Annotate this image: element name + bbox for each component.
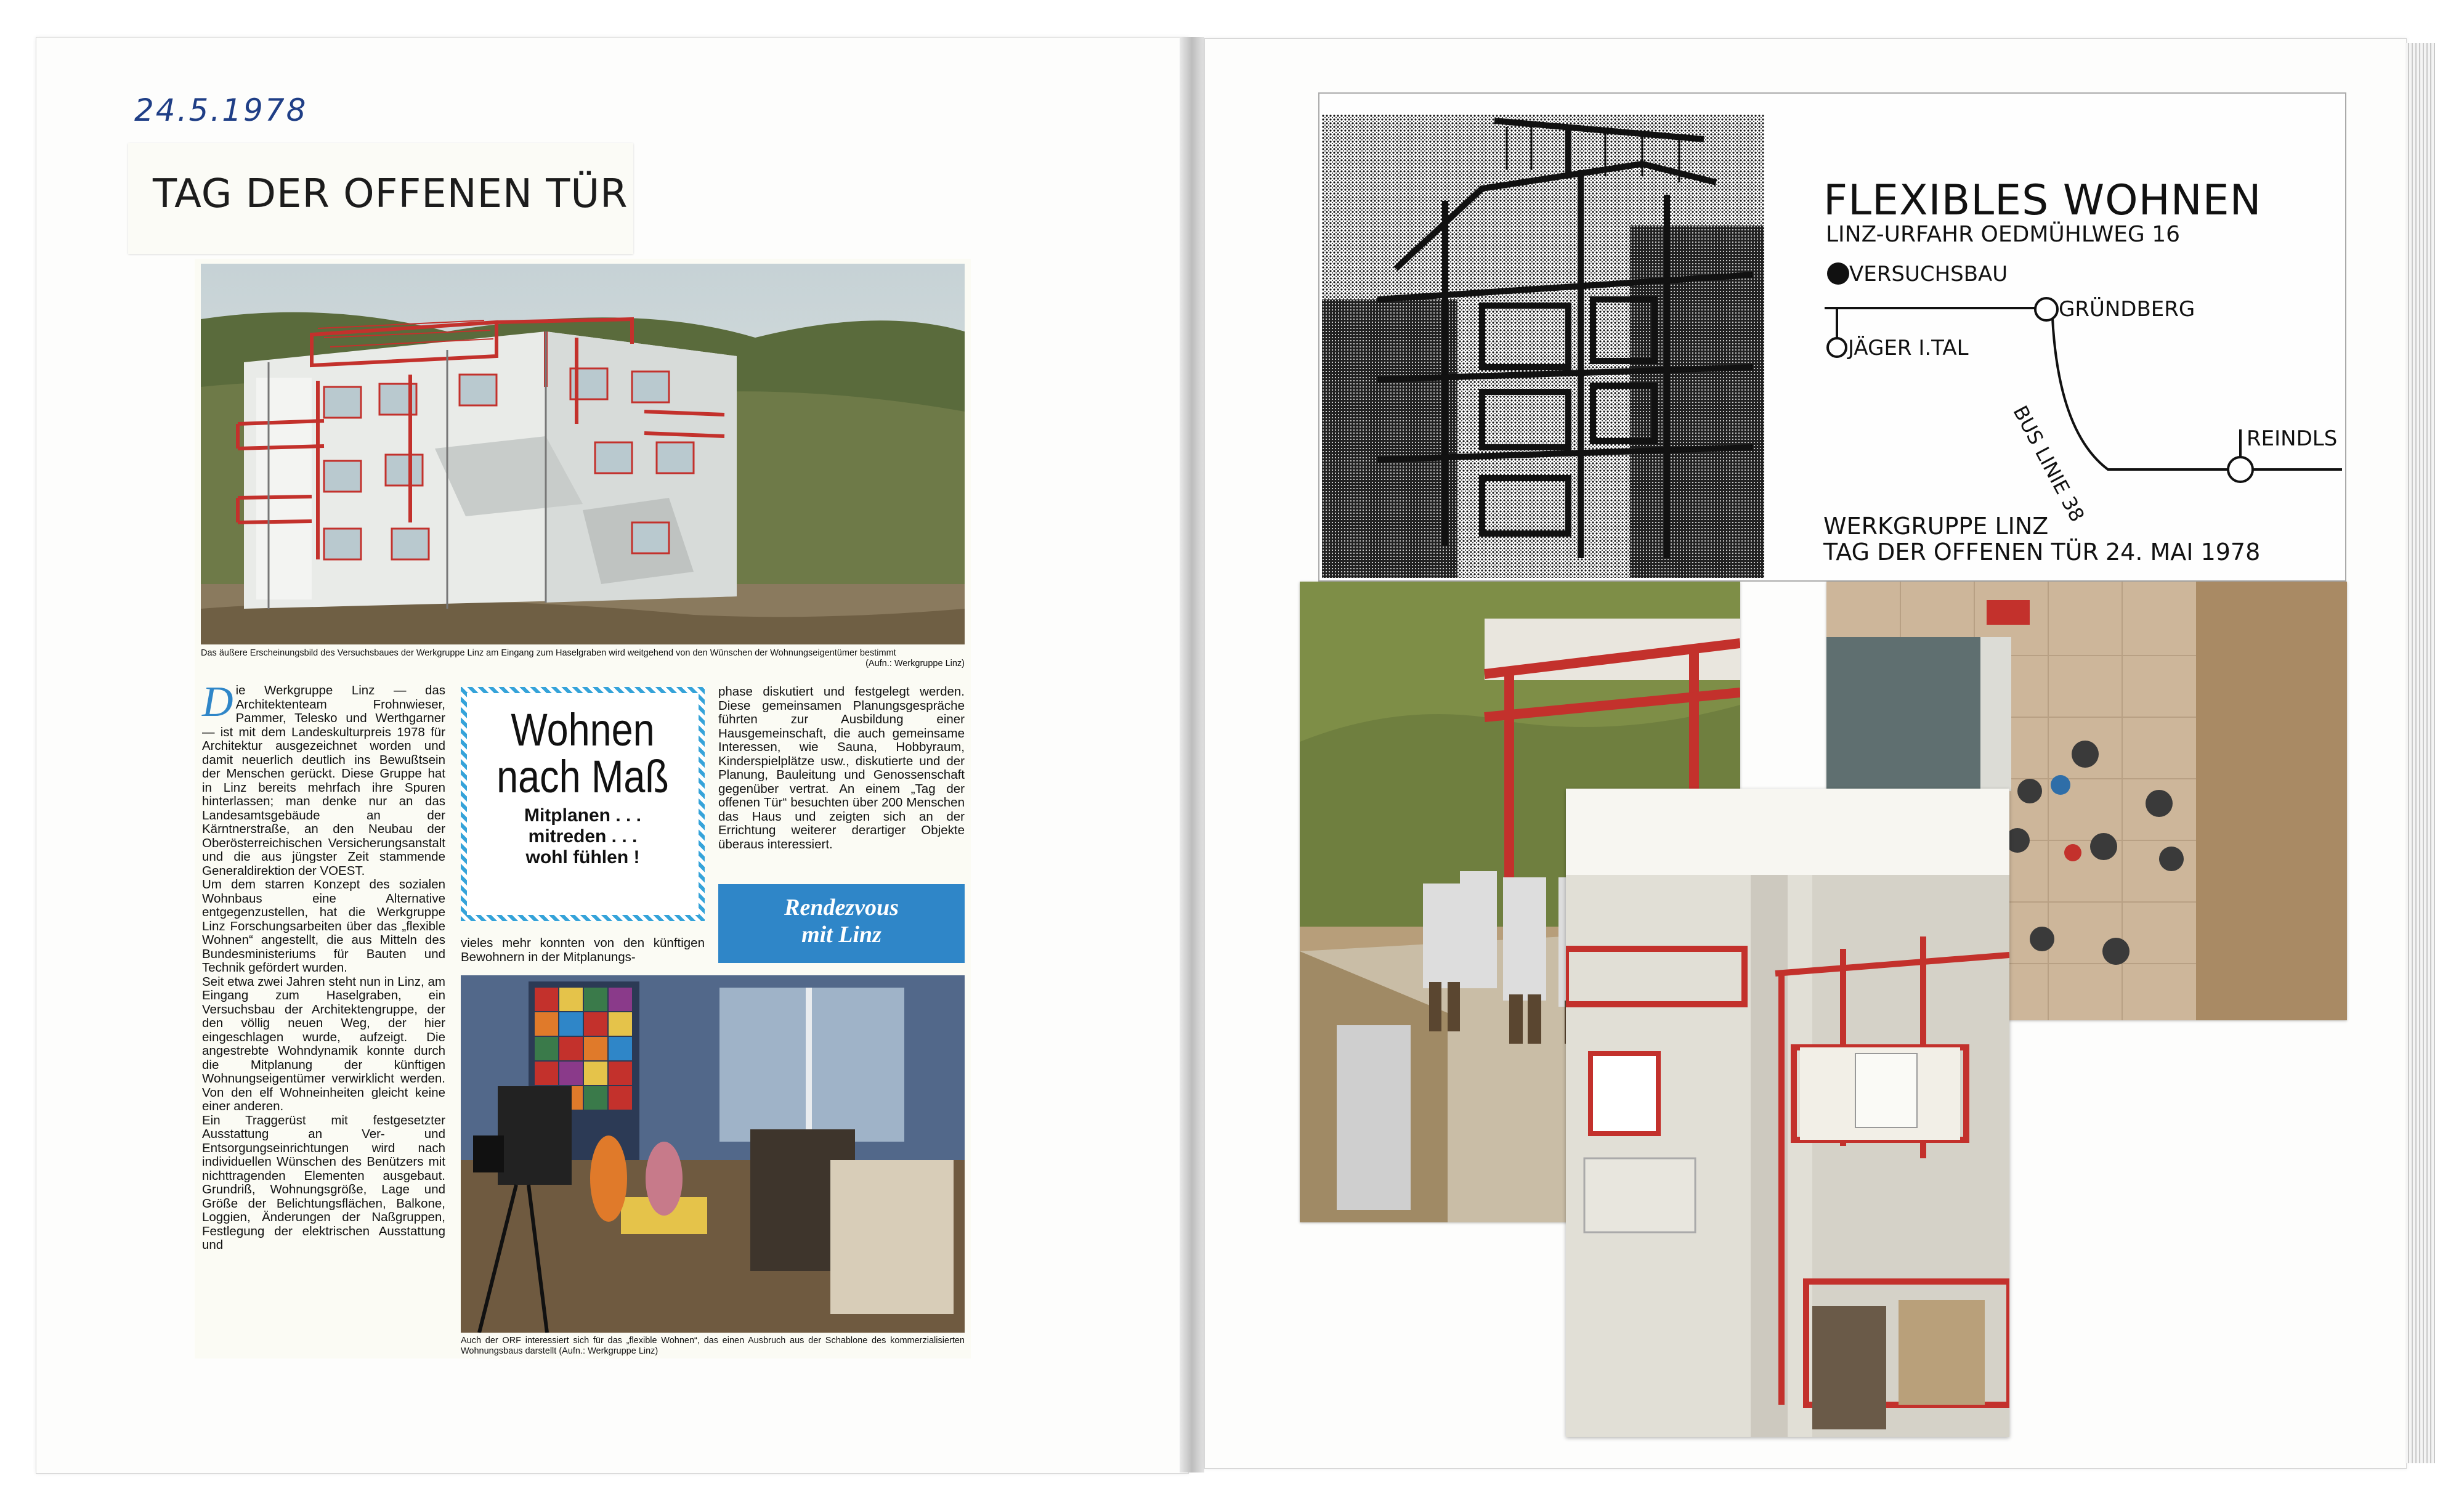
article-column-3-text: phase diskutiert und festgelegt werden. Diese gemeinsamen Planungsgespräche führten zur Ausbildung einer Hausgemeinschaft, die auch gemeinsame Interessen, wie Sauna, Hobbyraum, Kinderspielplätze usw., diskutierte und der Planung, Bauleitung und Genossenschaft gegenüber vertrat. An einem „Tag der offenen Tür“ besuchten über 200 Menschen das Haus und zeigten sich an der Errichtung weiterer derartiger Objekte überaus interessiert.	[718, 685, 965, 851]
newspaper-clipping	[195, 259, 971, 1359]
article-column-1-text: ie Werkgruppe Linz — das Architektenteam Frohnwieser, Pammer, Telesko und Werthgarner — ist mit dem Landeskulturpreis 1978 für Architektur ausgezeichnet worden und damit neuerlich deutlich ins Bewußtsein der Menschen gerückt. Diese Gruppe hat in Linz bereits mehrfach ihre Spuren hinterlassen; man denke nur an das Landesamtsgebäude an der Kärntnerstraße, an den Neubau der Oberösterreichischen Versicherungsanstalt und die aus jüngster Zeit stammende Generaldirektion der VOEST. Um dem starren Konzept des sozialen Wohnbaus eine Alternative entgegenzustellen, hat die Werkgruppe Linz Forschungsarbeiten über das „flexible Wohnen“ angestellt, die aus Mitteln des Bundesministeriums für Bauten und Technik gefördert wurden. Seit etwa zwei Jahren steht nun in Linz, am Eingang zum Haselgraben, ein Versuchsbau der Architektengruppe, der den völlig neuen Weg, der hier eingeschlagen wurde, aufzeigt. Die angestrebte Wohndynamik konnte durch die Mitplanung der künftigen Wohnungseigentümer verwirklicht werden. Von den elf Wohneinheiten gleicht keine einer anderen. Ein Traggerüst mit festgesetzter Ausstattung an Ver- und Entsorgungseinrichtungen wird nach individuellen Wünschen des Benützers mit nichttragenden Elementen ausgebaut. Grundriß, Wohnungsgröße, Lage und Größe der Belichtungsflächen, Balkone, Loggien, Änderungen der Naßgruppen, Festlegung der elektrischen Ausstattung und	[202, 683, 445, 1252]
map-label-gruendberg: GRÜNDBERG	[2059, 297, 2195, 322]
bottom-photo-caption	[461, 1336, 965, 1357]
orf-interview-photo-illustration	[461, 975, 965, 1333]
flexibles-wohnen-flyer	[1318, 92, 2346, 582]
article-subtitle-3: wohl fühlen !	[525, 847, 640, 867]
map-label-versuchsbau: VERSUCHSBAU	[1849, 262, 2008, 286]
drop-cap: D	[202, 678, 233, 726]
article-title-line-1: Wohnen	[511, 704, 655, 755]
flyer-building-drawing-illustration	[1322, 115, 1764, 578]
article-column-2-tail: vieles mehr konnten von den künftigen Bewohnern in der Mitplanungs-	[461, 936, 705, 964]
map-label-bus: BUS LINIE 38	[2008, 402, 2089, 526]
flyer-footer-date: 24. MAI 1978	[2105, 538, 2261, 566]
building-photo-illustration	[201, 264, 965, 644]
flyer-building-drawing	[1322, 115, 1764, 578]
top-photo-caption	[201, 648, 965, 669]
top-photo-caption-text: Das äußere Erscheinungsbild des Versuchsbaues der Werkgruppe Linz am Eingang zum Haselgraben wird weitgehend von den Wünschen der Wohnungseigentümer bestimmt	[201, 648, 896, 658]
orf-interview-photo	[461, 975, 965, 1333]
flyer-address: LINZ-URFAHR OEDMÜHLWEG 16	[1826, 222, 2181, 247]
article-column-1	[202, 678, 445, 1355]
clipping-header-strip	[128, 143, 633, 254]
bottom-photo-caption-text: Auch der ORF interessiert sich für das „flexible Wohnen“, das einen Ausbruch aus der Schablone des kommerzialisierten Wohnungsbaus darstellt	[461, 1336, 965, 1356]
rendezvous-label	[718, 884, 965, 963]
balconies-photo	[1566, 789, 2009, 1437]
top-photo-credit: (Aufn.: Werkgruppe Linz)	[865, 659, 965, 668]
rendezvous-line-1: Rendezvous	[784, 895, 899, 920]
bottom-photo-credit: (Aufn.: Werkgruppe Linz)	[559, 1346, 659, 1356]
flyer-footer-line-1: WERKGRUPPE LINZ	[1823, 513, 2049, 540]
building-photo	[201, 264, 965, 644]
map-label-reindls: REINDLS	[2247, 426, 2338, 451]
balconies-illustration	[1566, 789, 2009, 1437]
clipping-header-text: TAG DER OFFENEN TÜR	[153, 171, 628, 217]
map-label-jaeger: JÄGER I.TAL	[1848, 336, 1969, 360]
handwritten-date: 24.5.1978	[134, 92, 308, 128]
rendezvous-line-2: mit Linz	[801, 922, 881, 948]
page-stack-edge	[2405, 43, 2435, 1463]
article-title-line-2: nach Maß	[496, 751, 669, 802]
article-subtitle-2: mitreden . . .	[528, 826, 638, 847]
flyer-footer-line-2: TAG DER OFFENEN TÜR	[1823, 538, 2099, 566]
article-subtitle-1: Mitplanen . . .	[524, 805, 641, 826]
book-gutter	[1180, 37, 1204, 1473]
article-title-box	[461, 687, 705, 921]
flyer-title: FLEXIBLES WOHNEN	[1823, 176, 2262, 225]
